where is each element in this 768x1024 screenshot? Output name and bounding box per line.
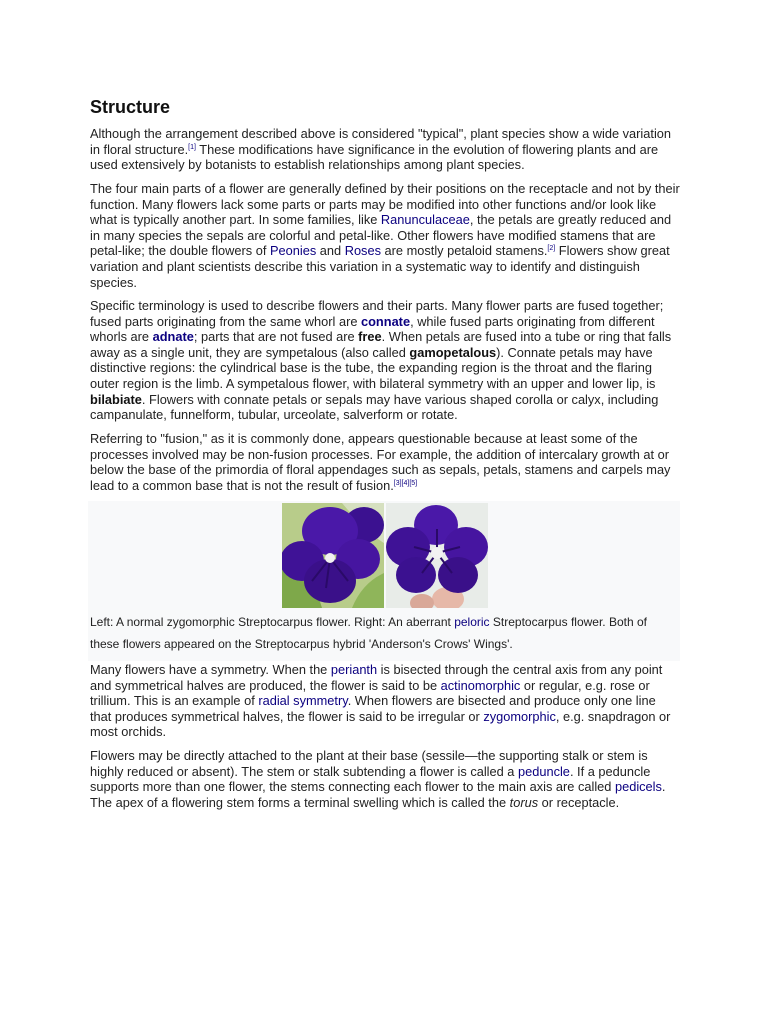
text: Left: A normal zygomorphic Streptocarpus flower. Right: An aberrant [90,615,455,629]
link-perianth[interactable]: perianth [330,662,378,677]
link-peonies[interactable]: Peonies [269,243,317,259]
paragraph-terminology [90,298,680,423]
paragraph-variation [90,126,680,173]
text: and [316,243,345,259]
paragraph-attachment [90,748,680,810]
link-ranunculaceae[interactable]: Ranunculaceae [380,212,470,228]
text: , e.g. snapdragon or most orchids. [90,708,671,740]
link-peduncle[interactable]: peduncle [517,763,570,779]
text: , while fused parts originating from different whorls are [90,313,655,345]
text: Streptocarpus flower. Both of these flowers appeared on the Streptocarpus hybrid 'Anderson's Crows' Wings'. [90,615,647,651]
text: or receptacle. [538,794,620,810]
text: is bisected through the central axis from any point and symmetrical halves are produced, the flower is said to be [90,662,663,693]
text: . When flowers are bisected and produce only one line that produces symmetrical halves, the flower is said to be irregular or [90,693,656,724]
text: ; parts that are not fused are [193,329,359,345]
reference-link[interactable]: [2] [547,245,556,253]
reference-link[interactable]: [1] [188,143,196,151]
text: ). Connate petals may have distinctive regions: the cylindrical base is the tube, the expanding region is the throat and the flaring outer region is the limb. A sympetalous flower, with bilateral symmetry with an upper and lower lip, is [90,344,656,391]
paragraph-fusion [90,431,680,493]
text: Many flowers have a symmetry. When the [90,662,331,677]
paragraph-symmetry [90,662,680,740]
link-connate[interactable]: connate [361,313,411,329]
paragraph-main-parts [90,181,680,290]
text: These modifications have significance in the evolution of flowering plants and are used extensively by botanists to establish relationships among plant species. [90,141,659,173]
text: Referring to "fusion," as it is commonly done, appears questionable because at least some of the processes involved may be non-fusion processes. For example, the addition of intercalary growth at or below the base of the primordia of floral appendages such as sepals, petals, stamens and carpels may lead to a common base that is not the result of fusion. [90,431,671,493]
text: Specific terminology is used to describe flowers and their parts. Many flower parts are fused together; fused parts originating from the same whorl are [90,298,664,329]
term-bilabiate: bilabiate [90,391,142,407]
text: Flowers may be directly attached to the plant at their base (sessile—the supporting stalk or stem is highly reduced or absent). The stem or stalk subtending a flower is called a [90,748,648,779]
link-roses[interactable]: Roses [344,243,381,259]
text: are mostly petaloid stamens. [380,243,548,259]
link-actinomorphic[interactable]: actinomorphic [440,677,521,693]
link-adnate[interactable]: adnate [152,329,194,345]
section-heading: Structure [90,97,171,117]
term-gamopetalous: gamopetalous [409,344,497,360]
text: Flowers show great variation and plant scientists describe this variation in a systematic way to identify and distinguish species. [90,243,670,290]
link-radial-symmetry[interactable]: radial symmetry [258,693,348,709]
term-free: free [358,329,382,345]
link-pedicels[interactable]: pedicels [614,779,662,795]
figure-caption [90,611,678,655]
text: Although the arrangement described above is considered "typical", plant species show a wide variation in floral structure. [90,126,672,157]
link-zygomorphic[interactable]: zygomorphic [483,708,556,724]
text: The four main parts of a flower are generally defined by their positions on the receptacle and not by their function. Many flowers lack some parts or parts may be modified into other functions and/or look like what is typically another part. In some families, like [90,181,680,228]
photo-zygomorphic-flower[interactable] [282,503,384,608]
term-torus: torus [509,794,539,810]
text: . If a peduncle supports more than one flower, the stems connecting each flower to the main axis are called [90,763,651,795]
text: , the petals are greatly reduced and in many species the sepals are colorful and petal-like. Other flowers have modified stamens that are petal-like; the double flowers of [90,212,672,259]
photo-peloric-flower[interactable] [386,503,488,608]
link-peloric[interactable]: peloric [454,615,490,629]
reference-link[interactable]: [3][4][5] [393,479,418,487]
figure-streptocarpus [88,501,680,661]
text: or regular, e.g. rose or trillium. This is an example of [90,677,650,709]
text: . Flowers with connate petals or sepals may have various shaped corolla or calyx, including campanulate, funnelform, tubular, urceolate, salverform or rotate. [90,391,659,423]
text: . When petals are fused into a tube or ring that falls away as a single unit, they are sympetalous (also called [90,329,672,360]
text: . The apex of a flowering stem forms a terminal swelling which is called the [90,779,666,810]
